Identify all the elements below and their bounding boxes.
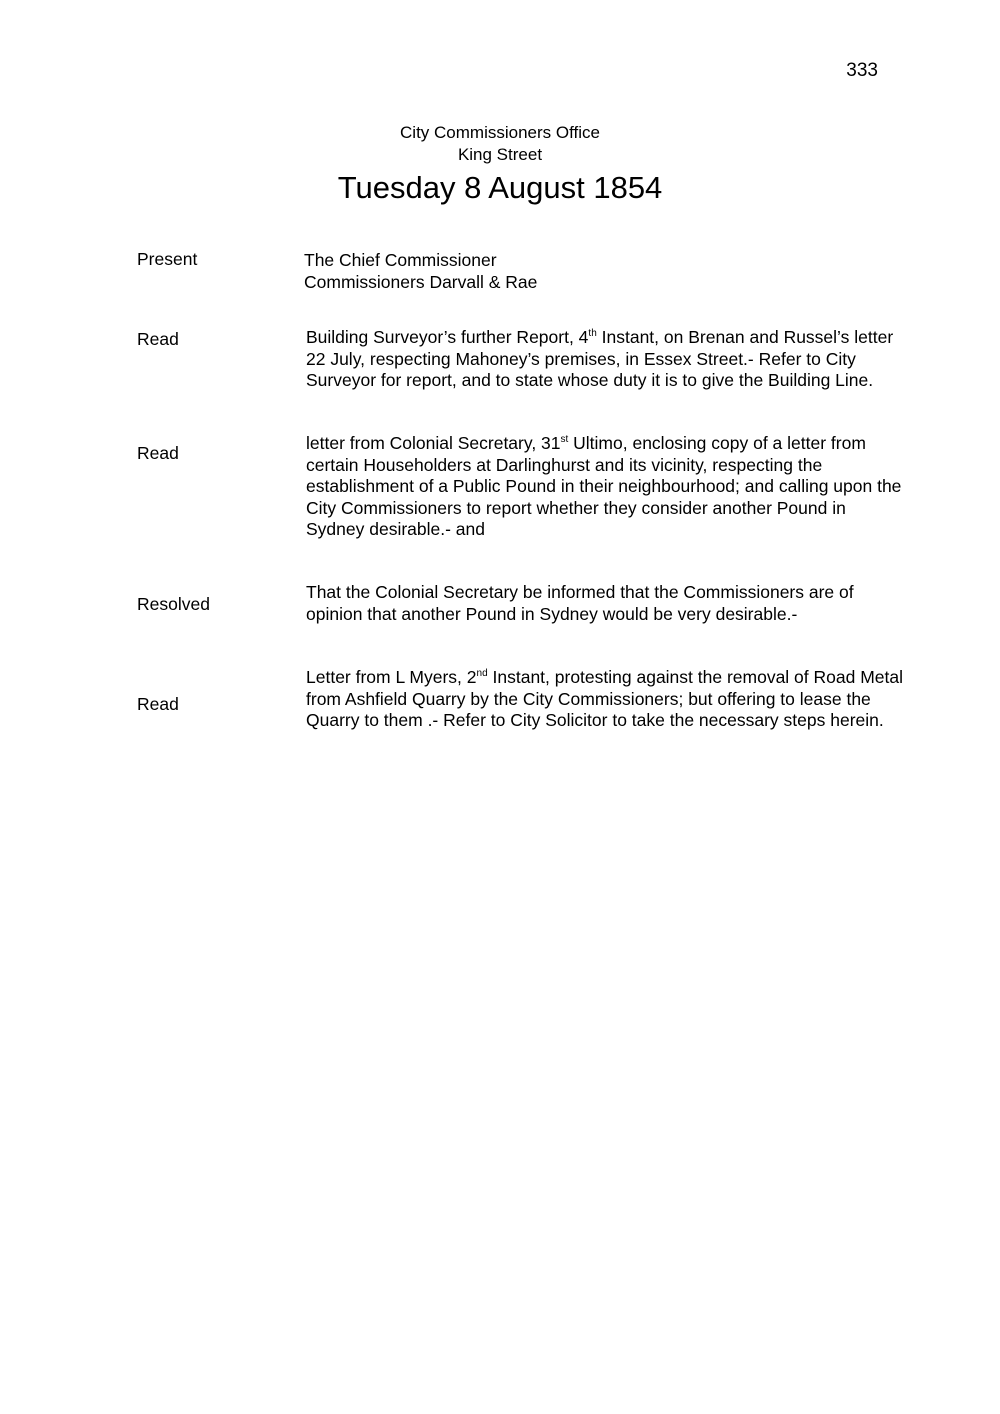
page-number: 333 <box>846 60 878 81</box>
entry-text-part: Instant, protesting against the removal of Road Metal from Ashfield Quarry by the City Commissioners; but offering to lease the Quarry to them .- Refer to City Solicitor to take the necessary steps herein. <box>306 667 904 730</box>
entry-text-part: Ultimo, enclosing copy of a letter from certain Householders at Darlinghurst and its vicinity, respecting the establishment of a Public Pound in their neighbourhood; and calling upon the City Commissioners to report whether they consider another Pound in Sydney desirable.- and <box>306 433 902 539</box>
entry-text-part: Instant, on Brenan and Russel’s letter 22 July, respecting Mahoney’s premises, in Essex Street.- Refer to City Surveyor for report, and to state whose duty it is to give the Building Line. <box>306 327 894 390</box>
present-label: Present <box>137 249 198 269</box>
entry-text <box>306 667 906 732</box>
present-line: The Chief Commissioner <box>304 250 497 270</box>
entry-label: Read <box>137 329 179 349</box>
street-name: King Street <box>457 145 543 164</box>
entry-label: Resolved <box>137 594 210 614</box>
ordinal-suffix: th <box>588 328 597 340</box>
ordinal-suffix: nd <box>476 668 488 680</box>
entry-text-part: Building Surveyor’s further Report, 4 <box>306 327 589 347</box>
ordinal-suffix: st <box>560 434 569 446</box>
present-list <box>304 249 537 293</box>
entry-label: Read <box>137 694 179 714</box>
entry-text: That the Colonial Secretary be informed that the Commissioners are of opinion that another Pound in Sydney would be very desirable.- <box>306 582 854 624</box>
present-line: Commissioners Darvall & Rae <box>304 272 538 292</box>
entry-text-part: letter from Colonial Secretary, 31 <box>306 433 561 453</box>
entry-text <box>306 433 906 541</box>
document-header <box>0 122 1000 206</box>
office-name: City Commissioners Office <box>400 123 600 142</box>
entry-text <box>306 327 906 392</box>
entry-label: Read <box>137 443 179 463</box>
entry-text-part: Letter from L Myers, 2 <box>306 667 477 687</box>
meeting-date: Tuesday 8 August 1854 <box>337 170 663 205</box>
